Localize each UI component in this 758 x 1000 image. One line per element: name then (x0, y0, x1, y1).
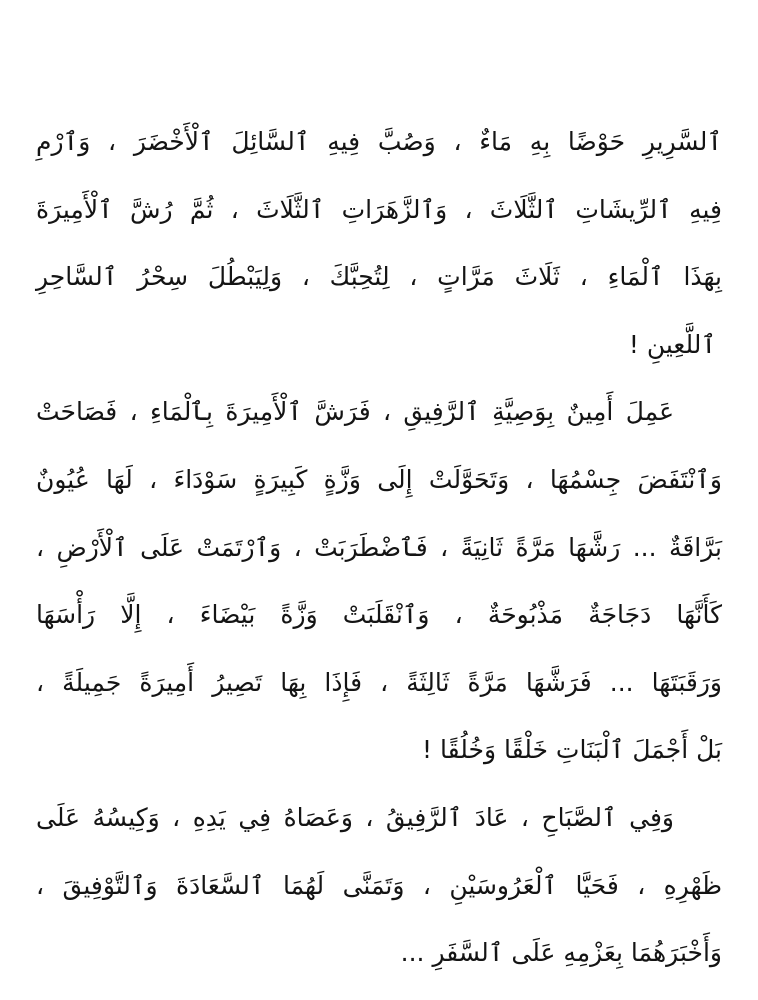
text-line: بَرَّاقَةٌ ... رَشَّهَا مَرَّةً ثَانِيَةً ، فَٱضْطَرَبَتْ ، وَٱرْتَمَتْ عَلَى ٱلْأَرْضِ ، (36, 532, 722, 562)
text-line: بَلْ أَجْمَلَ ٱلْبَنَاتِ خَلْقًا وَخُلُقًا ! (422, 735, 722, 765)
text-line: وَرَقَبَتَهَا ... فَرَشَّهَا مَرَّةً ثَالِثَةً ، فَإِذَا بِهَا تَصِيرُ أَمِيرَةً جَمِيلَةً ، (36, 667, 722, 697)
text-line: وَأَخْبَرَهُمَا بِعَزْمِهِ عَلَى ٱلسَّفَرِ ... (400, 938, 722, 968)
paragraph-1 (36, 108, 722, 378)
text-line: فِيهِ ٱلرِّيشَاتِ ٱلثَّلَاثَ ، وَٱلزَّهَرَاتِ ٱلثَّلَاثَ ، ثُمَّ رُشَّ ٱلْأَمِيرَةَ (36, 194, 722, 224)
text-line: كَأَنَّهَا دَجَاجَةٌ مَذْبُوحَةٌ ، وَٱنْقَلَبَتْ وَزَّةً بَيْضَاءَ ، إِلَّا رَأْسَهَا (36, 600, 722, 630)
paragraph-2 (36, 378, 722, 784)
paragraph-3 (36, 784, 722, 987)
text-line: وَفِي ٱلصَّبَاحِ ، عَادَ ٱلرَّفِيقُ ، وَعَصَاهُ فِي يَدِهِ ، وَكِيسُهُ عَلَى (36, 802, 674, 832)
text-line: ٱلسَّرِيرِ حَوْضًا بِهِ مَاءٌ ، وَصُبَّ فِيهِ ٱلسَّائِلَ ٱلْأَخْضَرَ ، وَٱرْمِ (36, 127, 722, 156)
story-text (36, 108, 722, 987)
text-line: وَٱنْتَفَضَ جِسْمُهَا ، وَتَحَوَّلَتْ إِلَى وَزَّةٍ كَبِيرَةٍ سَوْدَاءَ ، لَهَا عُيُونٌ (36, 464, 722, 494)
text-line: بِهَذَا ٱلْمَاءِ ، ثَلَاثَ مَرَّاتٍ ، لِتُحِبَّكَ ، وَلِيَبْطُلَ سِحْرُ ٱلسَّاحِرِ (36, 262, 722, 292)
text-line: ٱللَّعِينِ ! (628, 329, 716, 359)
text-line: ظَهْرِهِ ، فَحَيَّا ٱلْعَرُوسَيْنِ ، وَتَمَنَّى لَهُمَا ٱلسَّعَادَةَ وَٱلتَّوْفِيقَ ، (36, 870, 722, 900)
text-line: عَمِلَ أَمِينٌ بِوَصِيَّةِ ٱلرَّفِيقِ ، فَرَشَّ ٱلْأَمِيرَةَ بِٱلْمَاءِ ، فَصَاحَتْ (36, 397, 674, 427)
